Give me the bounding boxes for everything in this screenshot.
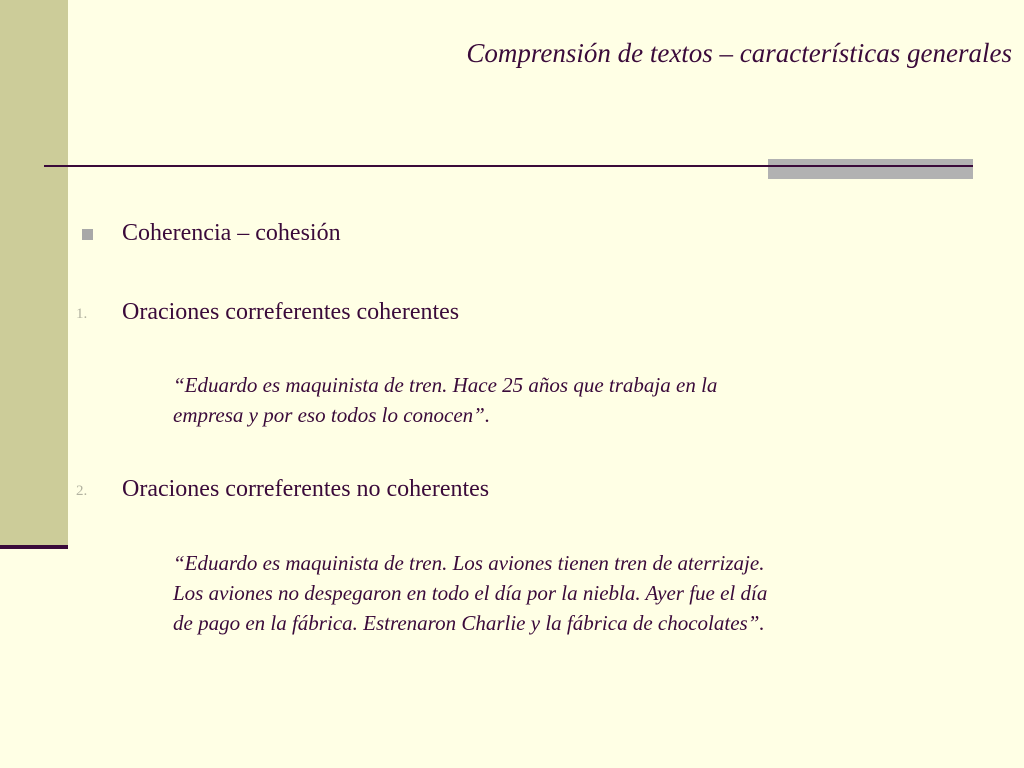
quote-line: de pago en la fábrica. Estrenaron Charlie y la fábrica de chocolates”. — [173, 611, 765, 635]
item-number-1: 1. — [76, 306, 88, 322]
left-accent-underline — [0, 545, 68, 549]
item-label-1: Oraciones correferentes coherentes — [122, 299, 460, 325]
item-label-2: Oraciones correferentes no coherentes — [122, 476, 490, 502]
example-quote-1 — [173, 370, 717, 430]
title-divider-line-right — [768, 165, 973, 167]
slide-title: Comprensión de textos – características generales — [466, 38, 1012, 68]
item-number-2: 2. — [76, 483, 88, 499]
left-accent-band — [0, 0, 68, 545]
title-divider-line — [44, 165, 770, 167]
quote-line: “Eduardo es maquinista de tren. Hace 25 años que trabaja en la — [173, 373, 718, 397]
quote-line: empresa y por eso todos lo conocen”. — [173, 403, 491, 427]
example-quote-2 — [173, 548, 767, 638]
quote-line: “Eduardo es maquinista de tren. Los aviones tienen tren de aterrizaje. — [173, 551, 765, 575]
title-divider-gray-bar — [768, 159, 973, 179]
bullet-text: Coherencia – cohesión — [122, 220, 341, 246]
bullet-square-icon — [82, 229, 93, 240]
quote-line: Los aviones no despegaron en todo el día por la niebla. Ayer fue el día — [173, 581, 768, 605]
